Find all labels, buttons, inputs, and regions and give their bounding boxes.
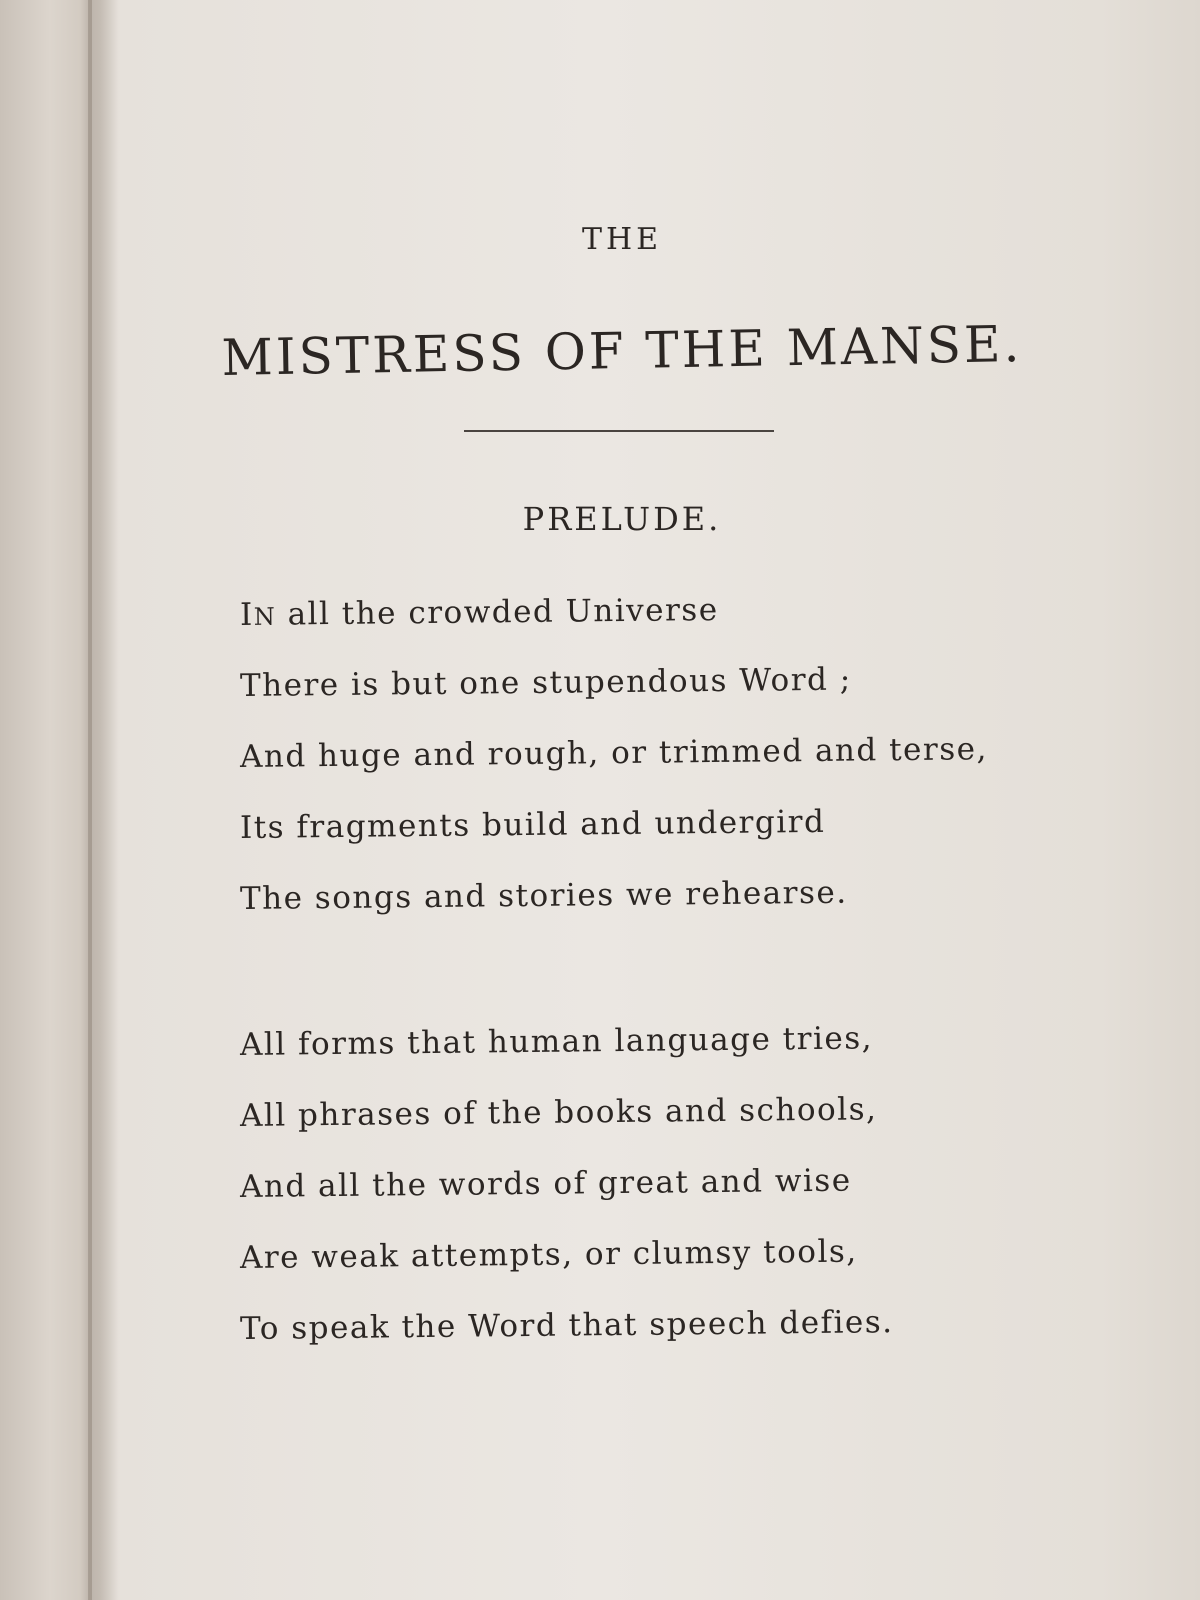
previous-page-edge: [0, 0, 92, 1600]
drop-initial: I: [239, 596, 254, 633]
poem-line: All phrases of the books and schools,: [239, 1091, 878, 1134]
poem-line: And huge and rough, or trimmed and terse,: [239, 731, 989, 775]
poem-line: There is but one stupendous Word ;: [239, 661, 852, 704]
poem-line: All forms that human language tries,: [239, 1020, 874, 1063]
title-article: THE: [581, 222, 663, 257]
poem-line: To speak the Word that speech defies.: [239, 1304, 894, 1347]
line-rest: all the crowded Universe: [276, 591, 719, 633]
book-page: [92, 0, 1200, 1600]
book-title: MISTRESS OF THE MANSE.: [221, 315, 1023, 387]
poem-line: [240, 571, 1121, 651]
poem-line: Its fragments build and undergird: [239, 803, 826, 846]
section-heading: PRELUDE.: [522, 500, 722, 538]
poem-line: Are weak attempts, or clumsy tools,: [239, 1233, 858, 1276]
title-rule-divider: [464, 430, 774, 432]
poem-line: The songs and stories we rehearse.: [239, 874, 848, 917]
stanza-1: [240, 580, 1120, 935]
stanza-2: [240, 1010, 1120, 1365]
poem-line: And all the words of great and wise: [239, 1162, 852, 1205]
small-cap-letter: N: [253, 602, 277, 631]
